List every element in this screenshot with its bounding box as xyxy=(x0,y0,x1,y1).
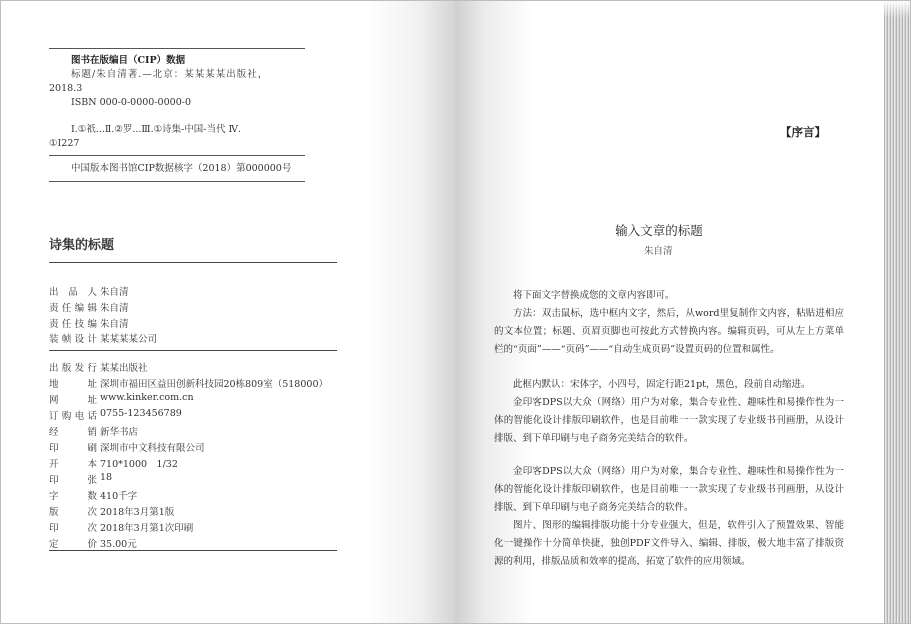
publish-value: 35.00元 xyxy=(100,539,137,550)
credit-label: 责任编辑 xyxy=(49,303,97,314)
article-author: 朱自清 xyxy=(644,246,673,257)
article-title: 输入文章的标题 xyxy=(615,223,703,238)
cip-top-rule xyxy=(49,48,305,49)
publish-label: 版次 xyxy=(49,507,97,518)
cip-mid-rule xyxy=(49,155,305,156)
publish-value: 新华书店 xyxy=(100,427,139,438)
publish-value: 2018年3月第1版 xyxy=(100,507,175,518)
section-tag: 【序言】 xyxy=(780,125,826,139)
credit-label: 责任技编 xyxy=(49,319,97,330)
publish-label: 印次 xyxy=(49,523,97,534)
publish-label: 经销 xyxy=(49,427,97,438)
paragraph: 此框内默认：宋体字，小四号，固定行距21pt，黑色，段前自动缩进。 xyxy=(513,379,811,390)
paragraph: 图片、图形的编辑排版功能十分专业强大，但是，软件引入了预置效果、智能化一键操作十分简单快捷，独创PDF文件导入、编辑、排版，极大地丰富了排版资源的利用，排版品质和效率的提高，拓宽了软件的应用领域。 xyxy=(494,520,844,568)
publish-value: 某某出版社 xyxy=(100,363,148,374)
cip-heading: 图书在版编目（CIP）数据 xyxy=(71,55,186,66)
publish-label: 开本 xyxy=(49,459,97,470)
publish-value: 深圳市中文科技有限公司 xyxy=(100,443,205,454)
bottom-rule xyxy=(49,550,337,551)
cip-isbn: ISBN 000-0-0000-0000-0 xyxy=(71,97,191,108)
publish-value: 2018年3月第1次印刷 xyxy=(100,523,194,534)
publish-value: www.kinker.com.cn xyxy=(100,392,194,403)
cip-line2: 2018.3 xyxy=(49,83,83,94)
cip-line1: 标题/朱自清著.—北京：某某某某出版社， xyxy=(71,69,269,80)
publish-label: 出版发行 xyxy=(49,363,97,374)
credit-label: 装帧设计 xyxy=(49,334,97,345)
publish-value: 0755-123456789 xyxy=(100,408,182,419)
publish-value: 410千字 xyxy=(100,491,138,502)
cip-class-line2: ①I227 xyxy=(49,138,80,149)
publish-value: 18 xyxy=(100,472,113,483)
book-title: 诗集的标题 xyxy=(49,238,115,253)
credit-label: 出品人 xyxy=(49,287,97,298)
paragraph: 金印客DPS以大众（网络）用户为对象，集合专业性、趣味性和易操作性为一体的智能化设计排版印刷软件，也是目前唯一一款实现了专业级书刊画册，从设计排版、到下单印刷与电子商务完美结合的软件。 xyxy=(494,397,844,445)
publish-value: 710*1000 1/32 xyxy=(100,459,178,470)
publish-label: 网址 xyxy=(49,395,97,406)
publish-label: 订购电话 xyxy=(49,411,97,422)
title-rule xyxy=(49,262,337,263)
paragraph: 金印客DPS以大众（网络）用户为对象，集合专业性、趣味性和易操作性为一体的智能化设计排版印刷软件，也是目前唯一一款实现了专业级书刊画册，从设计排版、到下单印刷与电子商务完美结合的软件。 xyxy=(494,466,844,514)
credit-value: 朱自清 xyxy=(100,319,129,330)
publish-label: 定价 xyxy=(49,539,97,550)
paragraph: 方法：双击鼠标，选中框内文字，然后，从word里复制作文内容，粘贴进相应的文本位置；标题、页眉页脚也可按此方式替换内容。编辑页码，可从左上方菜单栏的“页面”——“页码”——“自动生成页码”设置页码的位置和属性。 xyxy=(494,308,844,356)
credit-value: 朱自清 xyxy=(100,303,129,314)
credit-value: 朱自清 xyxy=(100,287,129,298)
publish-label: 地址 xyxy=(49,379,97,390)
credits-rule xyxy=(49,350,337,351)
cip-bottom-rule xyxy=(49,181,305,182)
cip-record: 中国版本图书馆CIP数据核字（2018）第000000号 xyxy=(71,163,292,174)
publish-label: 印张 xyxy=(49,475,97,486)
publish-value: 深圳市福田区益田创新科技园20栋809室（518000） xyxy=(100,379,328,390)
cip-class-line1: Ⅰ.①祇...Ⅱ.②罗...Ⅲ.①诗集-中国-当代 Ⅳ. xyxy=(71,124,242,135)
credit-value: 某某某某公司 xyxy=(100,334,158,345)
paragraph: 将下面文字替换成您的文章内容即可。 xyxy=(513,290,675,301)
publish-label: 印刷 xyxy=(49,443,97,454)
publish-label: 字数 xyxy=(49,491,97,502)
